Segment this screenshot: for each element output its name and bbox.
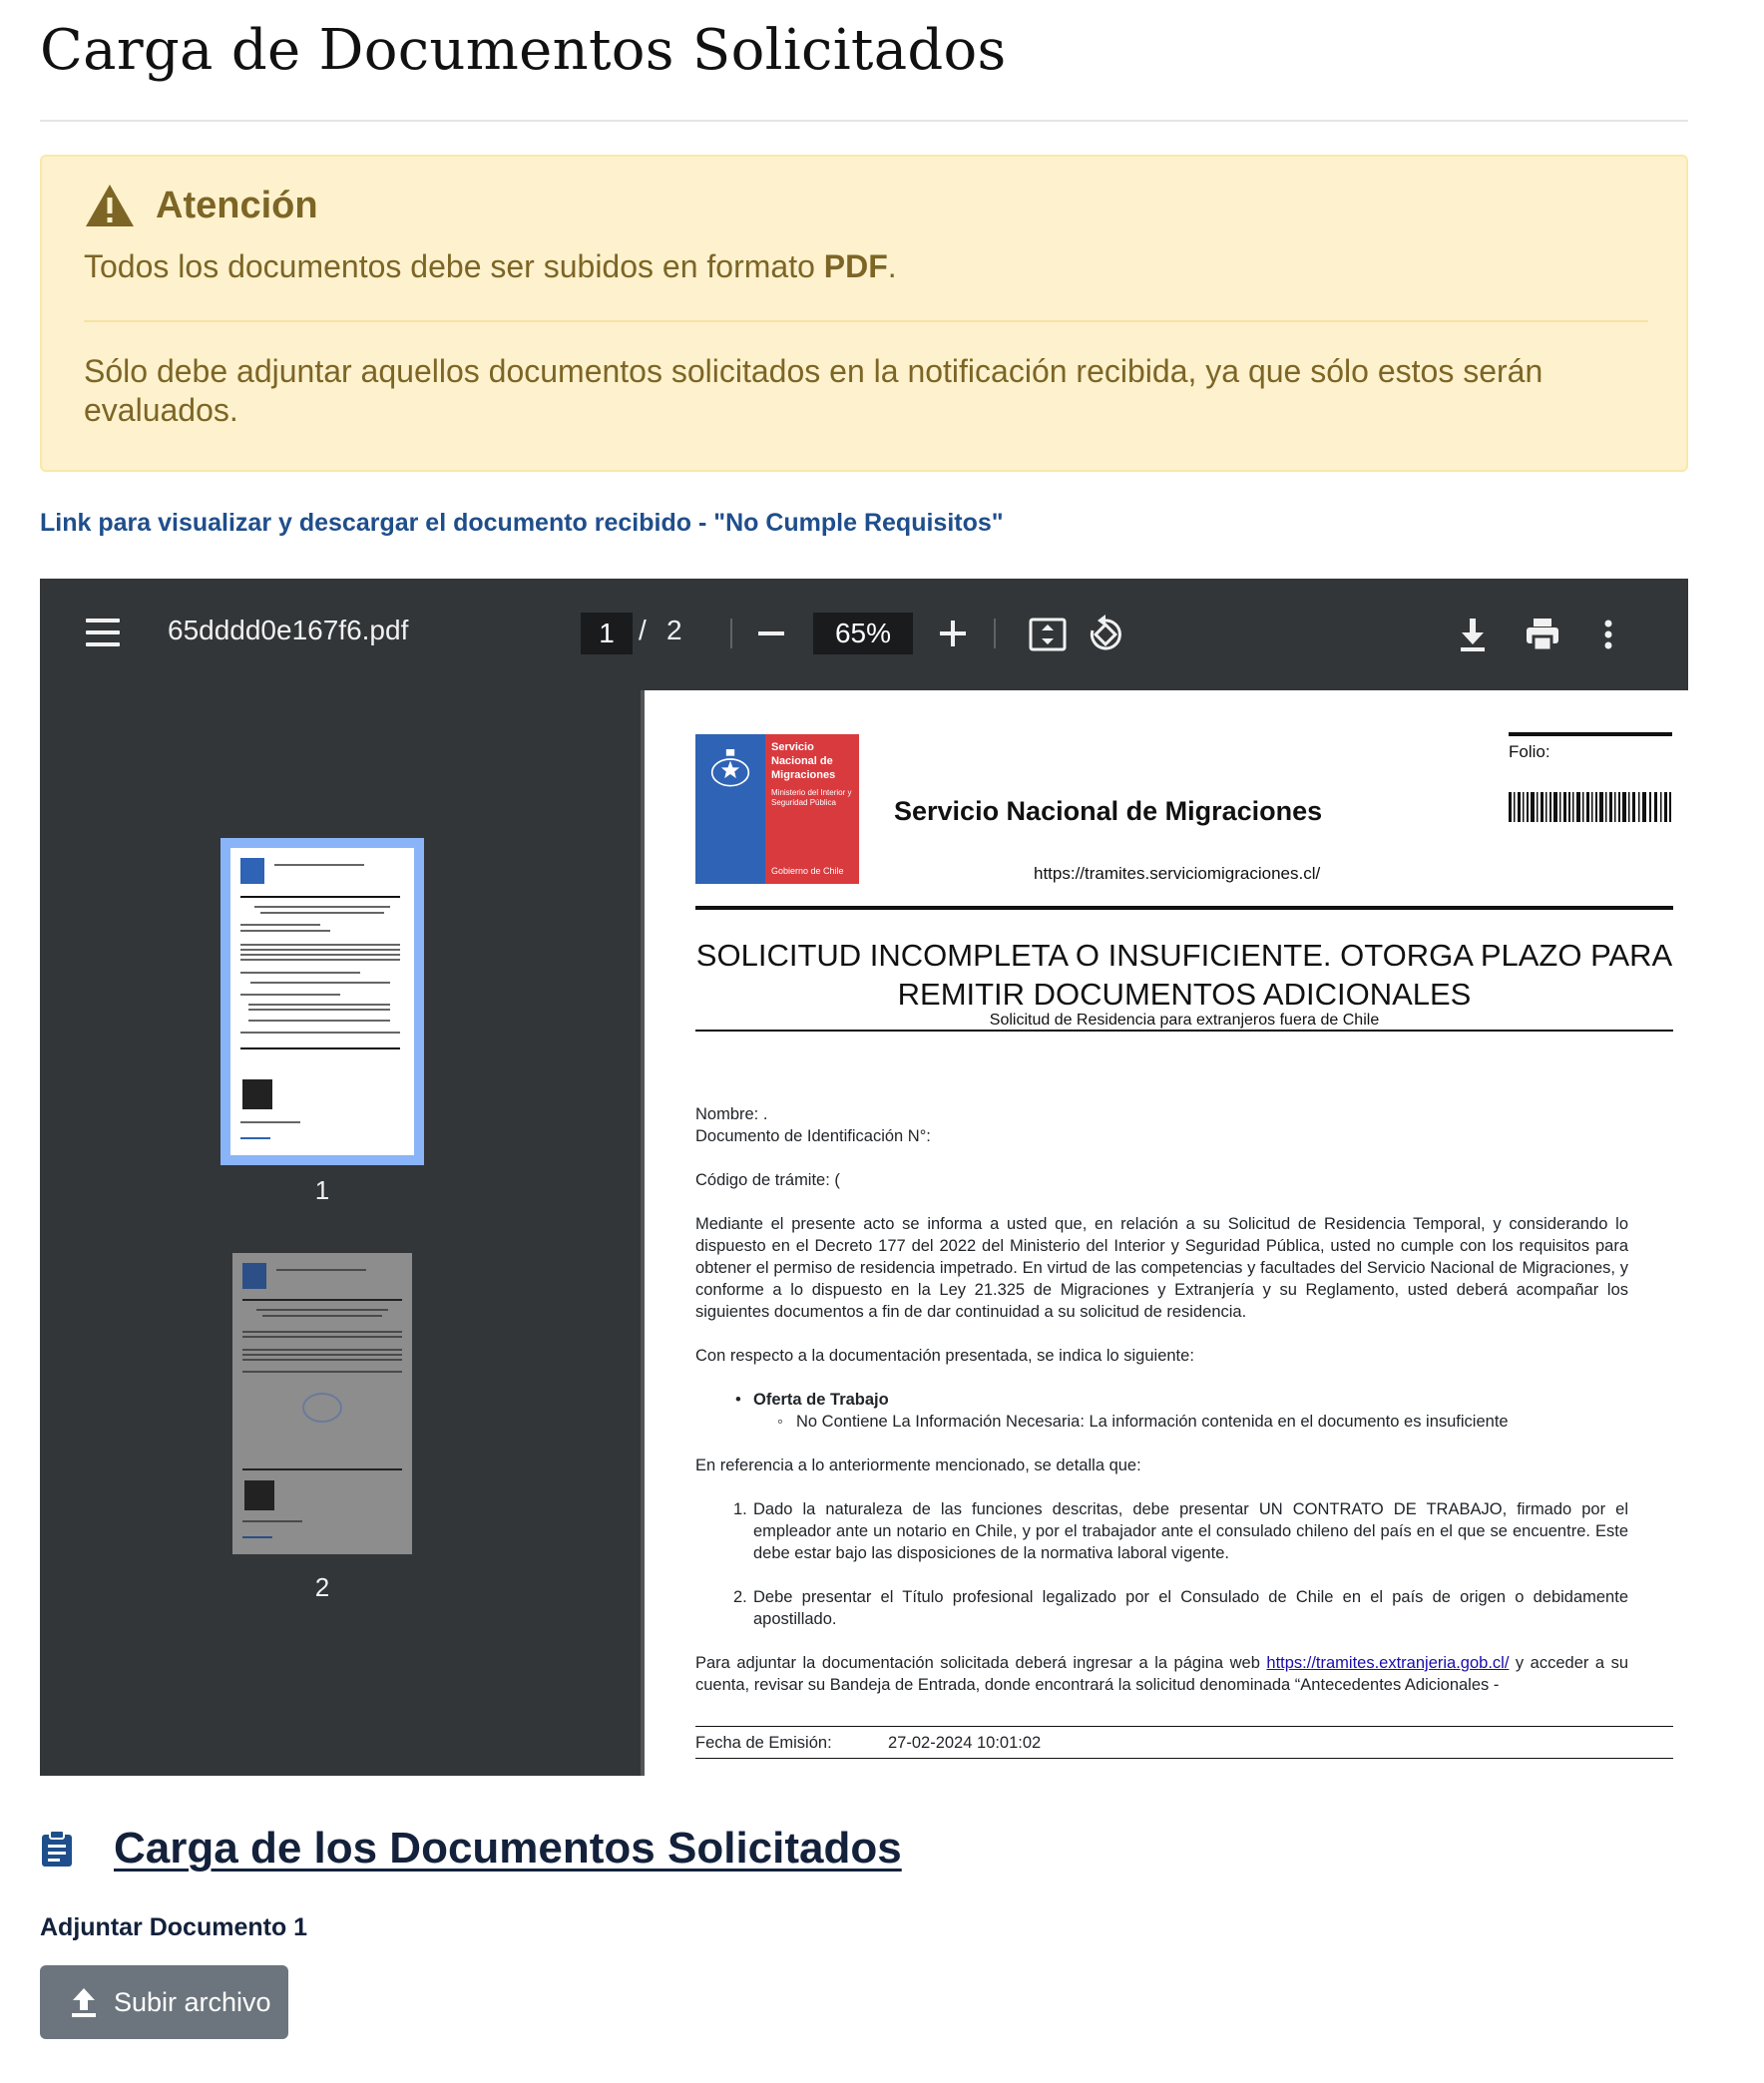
thumbnail-page-number: 2 <box>314 1572 330 1602</box>
page-title: Carga de Documentos Solicitados <box>40 18 1007 83</box>
document-list-item: Debe presentar el Título profesional legalizado por el Consulado de Chile en el país de origen o debidamente apostillado. <box>753 1588 1628 1628</box>
logo-government: Gobierno de Chile <box>771 866 844 876</box>
document-subtitle: Solicitud de Residencia para extranjeros fuera de Chile <box>989 1012 1380 1029</box>
download-icon[interactable] <box>1453 615 1493 654</box>
document-title: SOLICITUD INCOMPLETA O INSUFICIENTE. OTORGA PLAZO PARA REMITIR DOCUMENTOS ADICIONALES <box>695 938 1673 1012</box>
document-header: Servicio Nacional de Migraciones <box>894 796 1323 826</box>
page-thumbnail-2[interactable] <box>232 1253 412 1554</box>
alert-divider <box>84 320 1648 322</box>
toolbar-divider <box>994 619 996 648</box>
logo-blue-panel <box>695 734 765 884</box>
document-paragraph: Mediante el presente acto se informa a usted que, en relación a su Solicitud de Residencia Temporal, y considerando lo dispuesto en el Decreto 177 del 2022 del Ministerio del Interior y Seguridad Pública, usted no cumple con los requisitos para obtener el permiso de residencia impetrado. En virtud de las competencias y facultades del Servicio Nacional de Migraciones, y conforme a lo dispuesto en la Ley 21.325 de Migraciones y Extranjería y su Reglamento, usted deberá acompañar los siguientes documentos a fin de dar continuidad a su solicitud de residencia. <box>695 1215 1628 1321</box>
thumb-qr <box>244 1480 274 1510</box>
document-paragraph: En referencia a lo anteriormente mencionado, se detalla que: <box>695 1457 1141 1474</box>
alert-format-text: Todos los documentos debe ser subidos en formato <box>84 248 824 284</box>
zoom-level-input[interactable]: 65% <box>813 613 913 654</box>
thumb-seal <box>302 1393 342 1423</box>
folio-rule <box>1509 732 1672 736</box>
document-rule <box>695 906 1673 910</box>
document-subbullet: No Contiene La Información Necesaria: La información contenida en el documento es insuficiente <box>796 1413 1509 1431</box>
alert-header <box>84 183 318 228</box>
print-icon[interactable] <box>1523 615 1562 654</box>
logo-text-line: Servicio <box>771 741 814 753</box>
page-thumbnail-1[interactable] <box>230 848 414 1155</box>
logo-ministry: Ministerio del Interior y Seguridad Pública <box>771 788 852 807</box>
alert-format-emphasis: PDF <box>823 248 888 284</box>
fecha-label: Fecha de Emisión: <box>695 1734 832 1752</box>
thumbnail-sidebar <box>40 690 641 1776</box>
attach-document-label: Adjuntar Documento 1 <box>40 1913 308 1941</box>
alert-title: Atención <box>156 184 318 226</box>
thumb-logo <box>240 858 264 884</box>
fecha-value: 27-02-2024 10:01:02 <box>888 1734 1042 1752</box>
rotate-icon[interactable] <box>1086 615 1125 654</box>
barcode-icon <box>1509 790 1672 824</box>
logo-text-line: Migraciones <box>771 769 836 781</box>
upload-file-button[interactable] <box>40 1965 288 2039</box>
document-rule <box>695 1726 1673 1727</box>
upload-section-header <box>40 1824 902 1874</box>
document-url: https://tramites.serviciomigraciones.cl/ <box>1034 864 1321 883</box>
total-pages: 2 <box>666 615 682 645</box>
document-rule <box>695 1758 1673 1759</box>
document-list-number: 2. <box>733 1588 747 1606</box>
alert-format-period: . <box>887 248 897 284</box>
pdf-viewer <box>40 579 1688 1776</box>
document-subbullet-mark: ◦ <box>777 1413 783 1431</box>
upload-section-title: Carga de los Documentos Solicitados <box>114 1824 902 1873</box>
document-rule <box>695 1030 1673 1032</box>
page-separator: / <box>639 615 647 645</box>
title-divider <box>40 120 1688 122</box>
pdf-page-content <box>645 690 1688 1776</box>
document-identificacion: Documento de Identificación N°: <box>695 1127 931 1145</box>
thumb-logo <box>242 1263 266 1289</box>
logo-text-line: Nacional de <box>771 755 833 767</box>
attention-alert <box>40 155 1688 472</box>
document-nombre: Nombre: . <box>695 1105 768 1123</box>
document-text: y acceder a su cuenta, revisar su Bandeja de Entrada, donde encontrará la solicitud denominada “Antecedentes Adicionales - <box>695 1654 1628 1694</box>
pdf-toolbar <box>40 579 1688 690</box>
alert-instructions: Sólo debe adjuntar aquellos documentos solicitados en la notificación recibida, ya que sólo estos serán evaluados. <box>84 353 1544 428</box>
logo-red-panel <box>765 734 859 884</box>
warning-triangle-icon <box>84 183 136 228</box>
view-document-link[interactable]: Link para visualizar y descargar el documento recibido - "No Cumple Requisitos" <box>40 509 1004 537</box>
coat-of-arms-icon <box>700 744 760 794</box>
document-codigo: Código de trámite: ( <box>695 1171 840 1189</box>
alert-format-message <box>84 248 897 285</box>
menu-icon[interactable] <box>86 619 120 648</box>
fit-page-icon[interactable] <box>1028 615 1068 654</box>
document-paragraph <box>695 1652 1628 1696</box>
toolbar-divider <box>730 619 732 648</box>
clipboard-icon <box>40 1829 74 1869</box>
thumbnail-page-number: 1 <box>314 1175 330 1205</box>
upload-button-label: Subir archivo <box>114 1986 271 2017</box>
document-text: Para adjuntar la documentación solicitada deberá ingresar a la página web <box>695 1654 1267 1672</box>
migraciones-logo <box>695 734 859 884</box>
upload-icon <box>70 1986 98 2018</box>
document-bullet: Oferta de Trabajo <box>753 1391 889 1409</box>
document-list-number: 1. <box>733 1500 747 1518</box>
document-list-item: Dado la naturaleza de las funciones descritas, debe presentar UN CONTRATO DE TRABAJO, firmado por el empleador ante un notario en Chile, y por el trabajador ante el consulado chileno del país en el que se encuentre. Este debe estar bajo las disposiciones de la normativa laboral vigente. <box>753 1500 1628 1562</box>
zoom-out-icon[interactable] <box>758 631 784 635</box>
folio-label: Folio: <box>1509 742 1550 761</box>
page-number-input[interactable]: 1 <box>581 613 633 654</box>
document-bullet-mark: • <box>735 1391 741 1409</box>
thumb-qr <box>242 1079 272 1109</box>
document-extranjeria-link[interactable]: https://tramites.extranjeria.gob.cl/ <box>1266 1654 1510 1672</box>
document-paragraph: Con respecto a la documentación presentada, se indica lo siguiente: <box>695 1347 1194 1365</box>
more-options-icon[interactable] <box>1588 615 1628 654</box>
pdf-filename: 65dddd0e167f6.pdf <box>168 615 409 645</box>
